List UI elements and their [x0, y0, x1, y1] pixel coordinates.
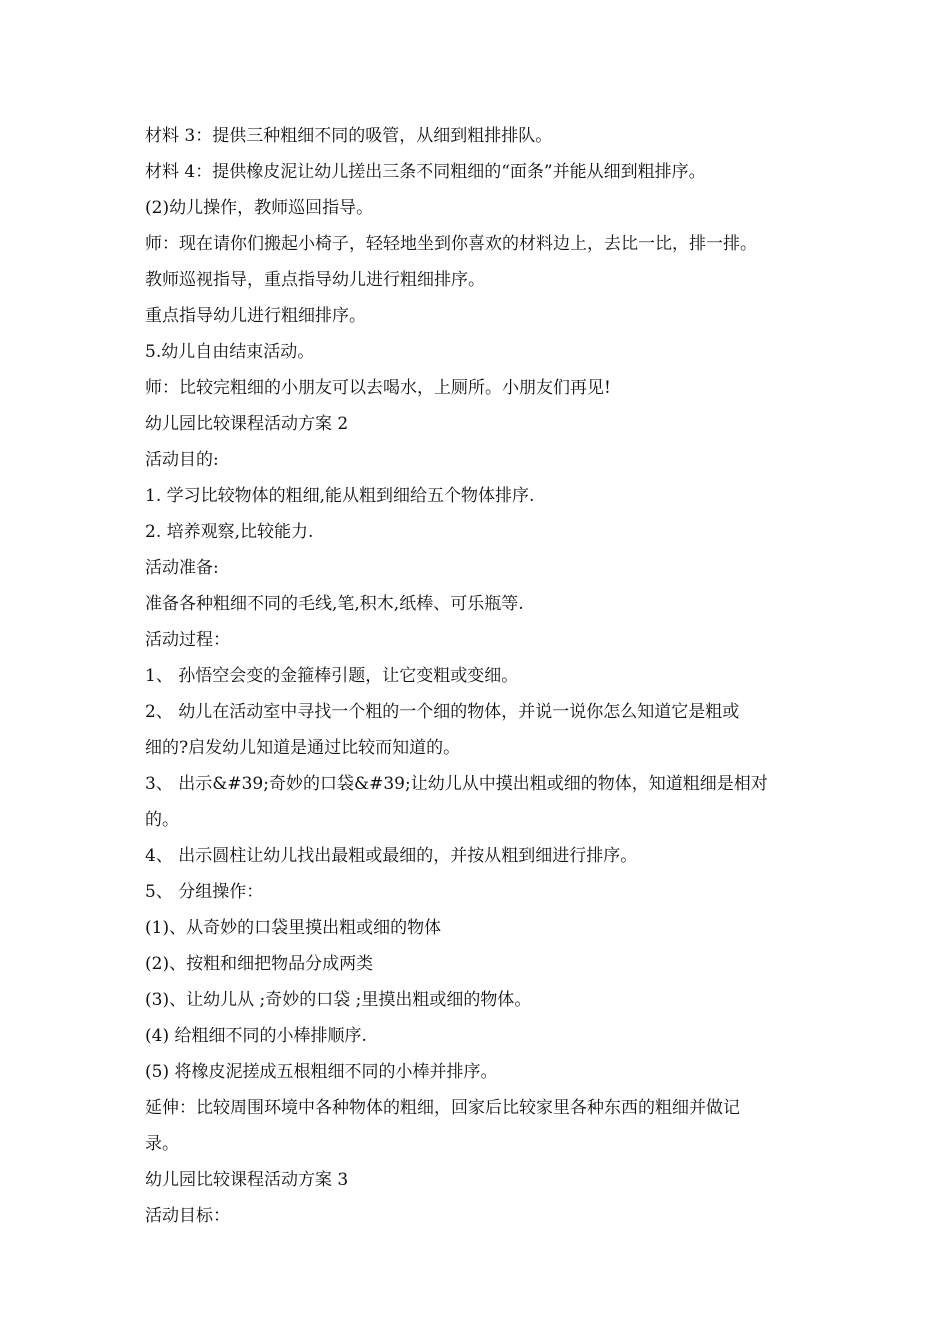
text-line: 5.幼儿自由结束活动。	[145, 342, 315, 362]
section-heading: 活动准备:	[145, 558, 219, 578]
text-line: 的。	[145, 810, 179, 830]
list-item: 1. 学习比较物体的粗细,能从粗到细给五个物体排序.	[145, 486, 535, 506]
text-line: 材料 4：提供橡皮泥让幼儿搓出三条不同粗细的“面条”并能从细到粗排序。	[145, 162, 706, 182]
list-item: 3、 出示&#39;奇妙的口袋&#39;让幼儿从中摸出粗或细的物体，知道粗细是相对	[145, 774, 768, 794]
text-line: 录。	[145, 1134, 179, 1154]
text-line: 师：现在请你们搬起小椅子，轻轻地坐到你喜欢的材料边上，去比一比，排一排。	[145, 234, 757, 254]
text-line: 重点指导幼儿进行粗细排序。	[145, 306, 366, 326]
text-line: (2)幼儿操作，教师巡回指导。	[145, 198, 374, 218]
list-item: (1)、从奇妙的口袋里摸出粗或细的物体	[145, 918, 442, 938]
list-item: (3)、让幼儿从 ;奇妙的口袋 ;里摸出粗或细的物体。	[145, 990, 532, 1010]
section-title: 幼儿园比较课程活动方案 2	[145, 414, 349, 434]
section-heading: 活动目标：	[145, 1206, 230, 1226]
list-item: 4、 出示圆柱让幼儿找出最粗或最细的，并按从粗到细进行排序。	[145, 846, 638, 866]
text-line: 教师巡视指导，重点指导幼儿进行粗细排序。	[145, 270, 485, 290]
text-line: 师：比较完粗细的小朋友可以去喝水，上厕所。小朋友们再见!	[145, 378, 611, 398]
text-line: 准备各种粗细不同的毛线,笔,积木,纸棒、可乐瓶等.	[145, 594, 524, 614]
list-item: 5、 分组操作：	[145, 882, 264, 902]
text-line: 延伸：比较周围环境中各种物体的粗细，回家后比较家里各种东西的粗细并做记	[145, 1098, 740, 1118]
section-heading: 活动目的:	[145, 450, 219, 470]
list-item: (2)、按粗和细把物品分成两类	[145, 954, 374, 974]
text-line: 材料 3：提供三种粗细不同的吸管，从细到粗排排队。	[145, 126, 553, 146]
document-body	[145, 118, 815, 1234]
list-item: (5) 将橡皮泥搓成五根粗细不同的小棒并排序。	[145, 1062, 498, 1082]
list-item: 2. 培养观察,比较能力.	[145, 522, 314, 542]
text-line: 细的?启发幼儿知道是通过比较而知道的。	[145, 738, 461, 758]
section-title: 幼儿园比较课程活动方案 3	[145, 1170, 349, 1190]
list-item: (4) 给粗细不同的小棒排顺序.	[145, 1026, 367, 1046]
list-item: 1、 孙悟空会变的金箍棒引题，让它变粗或变细。	[145, 666, 519, 686]
section-heading: 活动过程：	[145, 630, 230, 650]
list-item: 2、 幼儿在活动室中寻找一个粗的一个细的物体，并说一说你怎么知道它是粗或	[145, 702, 740, 722]
